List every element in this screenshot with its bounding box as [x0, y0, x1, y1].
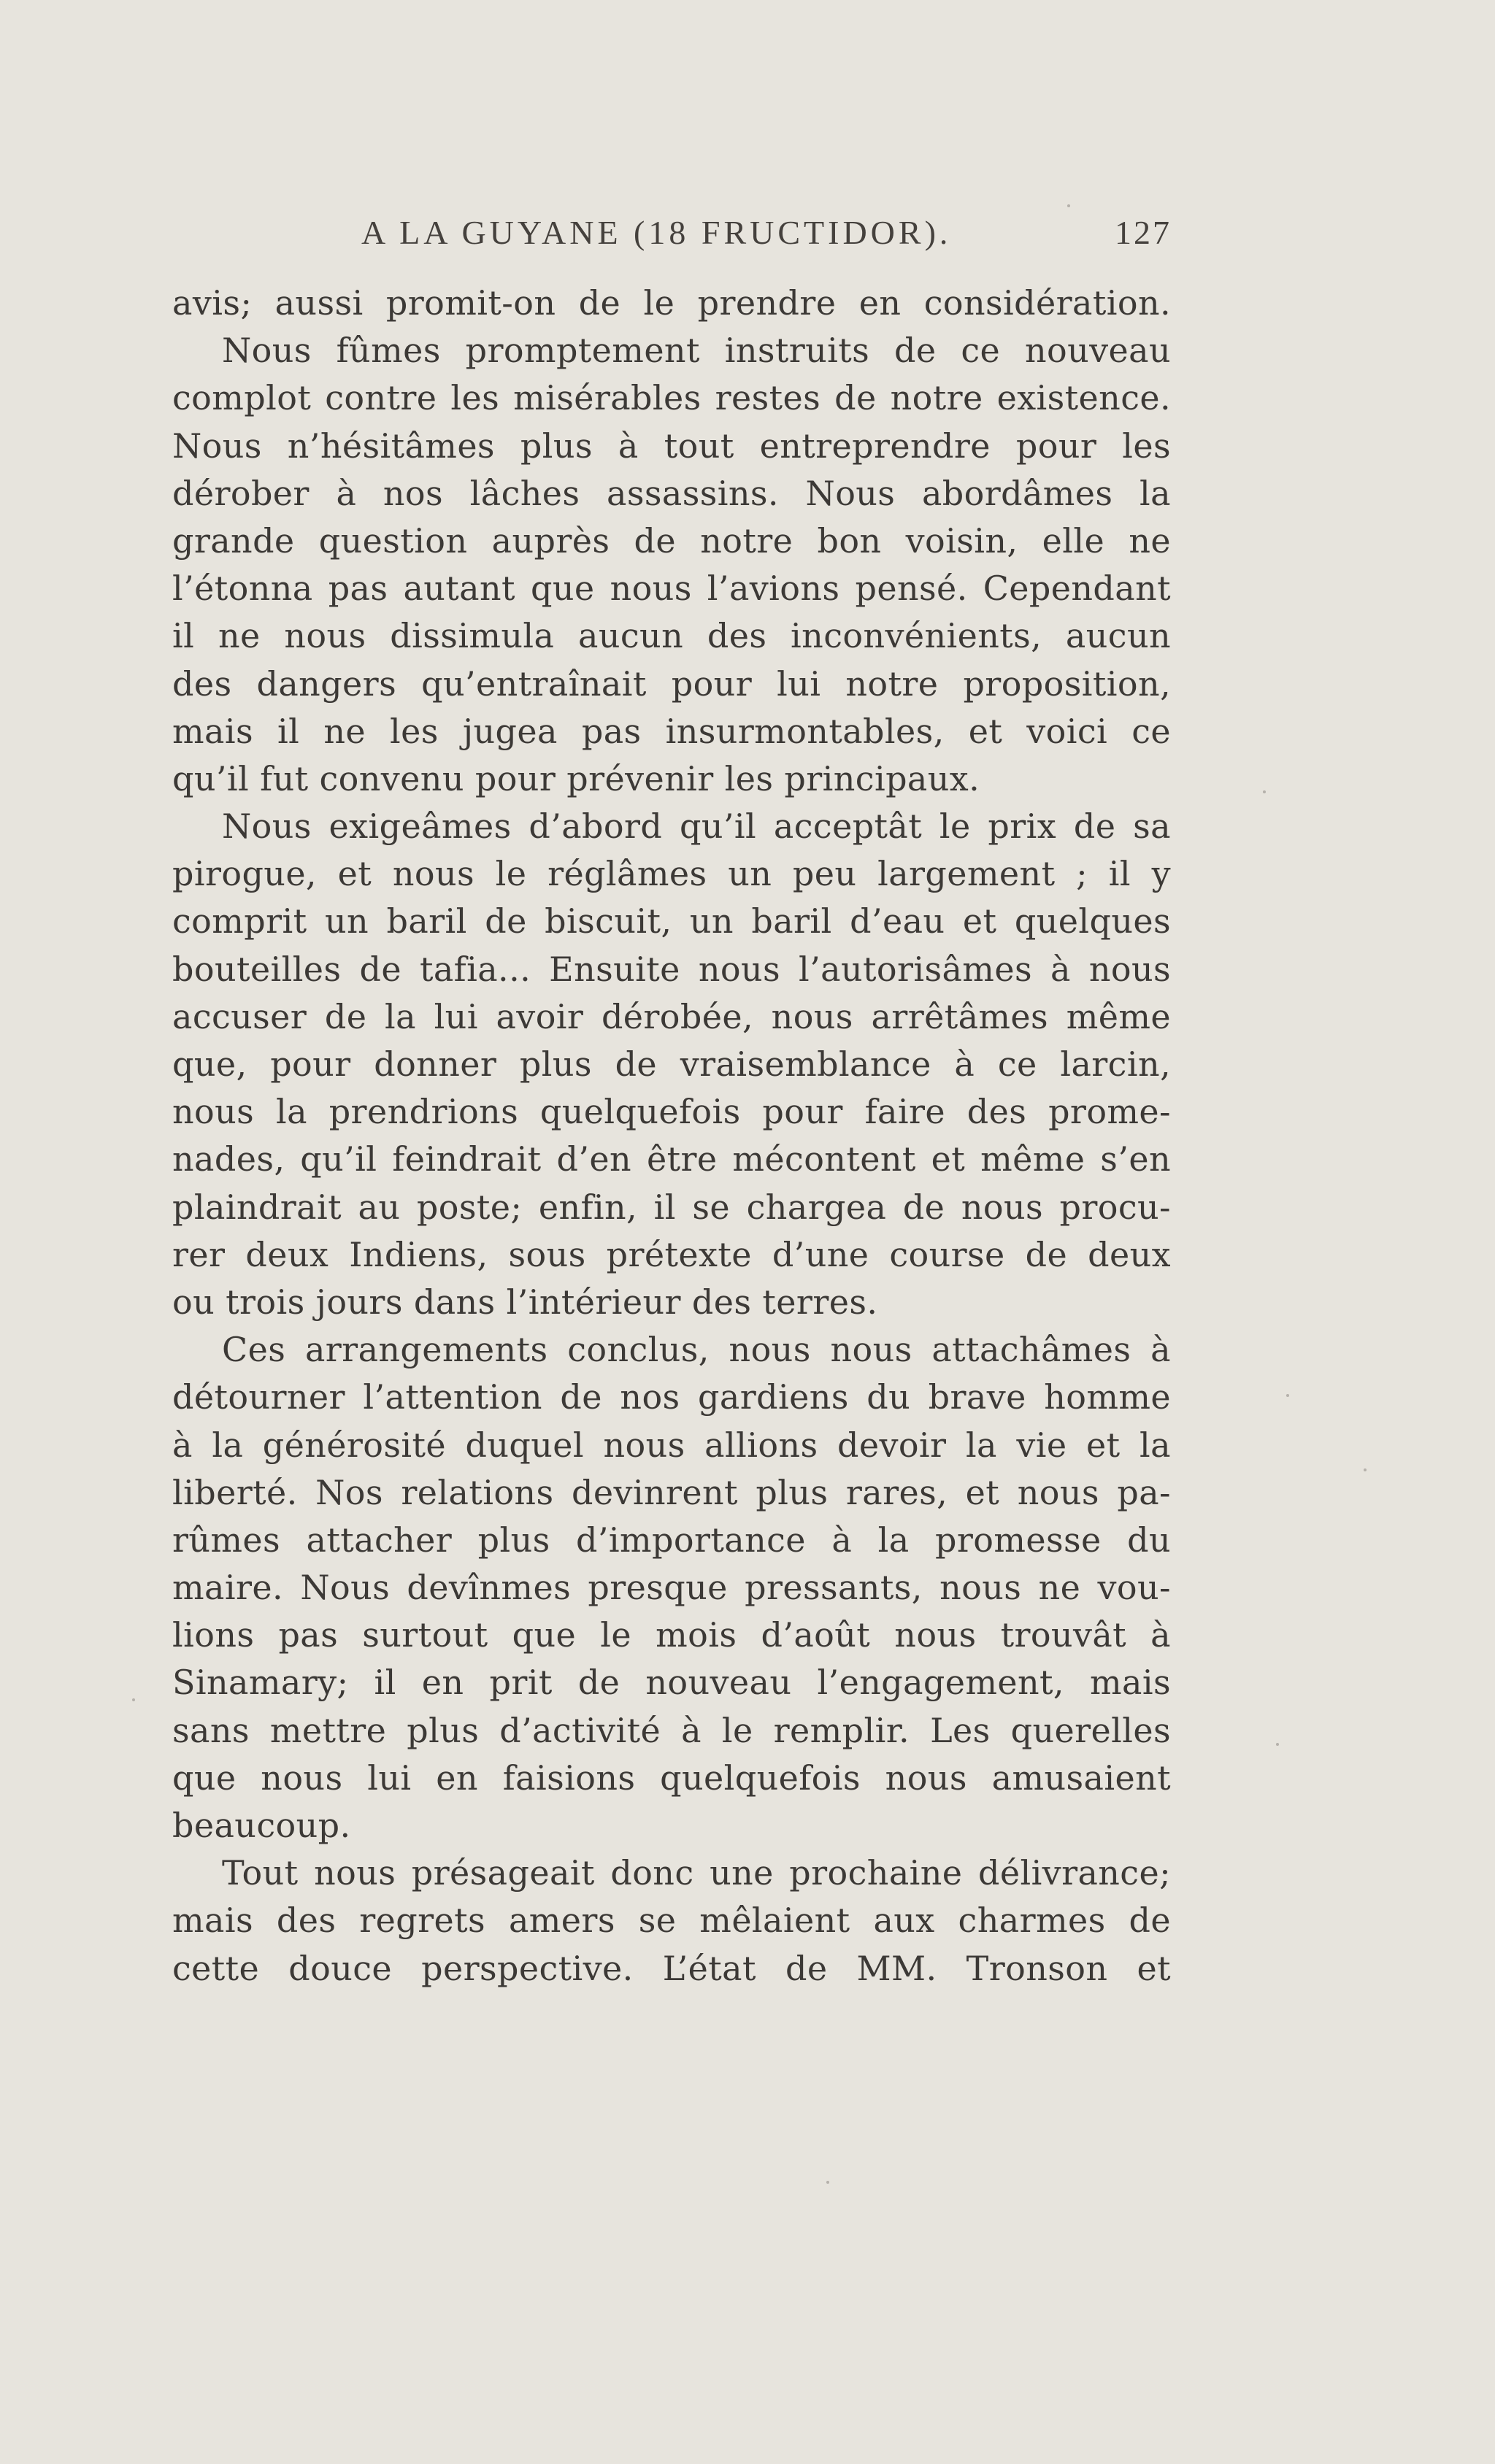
text-line: Ces arrangements conclus, nous nous attachâmes à — [222, 1330, 1171, 1370]
text-line: bouteilles de tafia... Ensuite nous l’autorisâmes à nous — [172, 949, 1171, 989]
text-line: accuser de la lui avoir dérobée, nous arrêtâmes même — [172, 996, 1171, 1036]
text-line: l’étonna pas autant que nous l’avions pensé. Cependant — [172, 569, 1171, 609]
text-line: Tout nous présageait donc une prochaine délivrance; — [222, 1853, 1171, 1893]
text-line: avis; aussi promit-on de le prendre en considération. — [172, 283, 1171, 323]
text-line: pirogue, et nous le réglâmes un peu largement ; il y — [172, 854, 1171, 894]
paper-speck — [1276, 1743, 1279, 1746]
text-line: Nous exigeâmes d’abord qu’il acceptât le prix de sa — [222, 806, 1171, 847]
text-line: il ne nous dissimula aucun des inconvénients, aucun — [172, 616, 1171, 656]
running-title: A LA GUYANE (18 FRUCTIDOR). — [361, 214, 952, 251]
text-line: dérober à nos lâches assassins. Nous abordâmes la — [172, 473, 1171, 513]
running-head — [361, 213, 1172, 257]
paper-speck — [1364, 1468, 1367, 1471]
paper-speck — [132, 1698, 135, 1701]
text-line: mais il ne les jugea pas insurmontables, et voici ce — [172, 711, 1171, 751]
text-line: cette douce perspective. L’état de MM. Tronson et — [172, 1948, 1171, 1988]
text-line: des dangers qu’entraînait pour lui notre proposition, — [172, 663, 1171, 704]
text-line: complot contre les misérables restes de notre existence. — [172, 378, 1171, 418]
text-line: maire. Nous devînmes presque pressants, nous ne vou- — [172, 1568, 1171, 1608]
text-line: détourner l’attention de nos gardiens du brave homme — [172, 1377, 1171, 1417]
text-line: plaindrait au poste; enfin, il se chargea de nous procu- — [172, 1187, 1171, 1227]
text-line: liberté. Nos relations devinrent plus rares, et nous pa- — [172, 1472, 1171, 1512]
text-line: à la générosité duquel nous allions devoir la vie et la — [172, 1425, 1171, 1465]
text-line: mais des regrets amers se mêlaient aux charmes de — [172, 1901, 1171, 1941]
page-number: 127 — [1115, 214, 1172, 251]
text-line: Nous n’hésitâmes plus à tout entreprendre pour les — [172, 426, 1171, 466]
paper-speck — [1067, 204, 1070, 207]
text-line: nous la prendrions quelquefois pour faire des prome- — [172, 1092, 1171, 1132]
text-line: rer deux Indiens, sous prétexte d’une course de deux — [172, 1234, 1171, 1274]
text-line: que nous lui en faisions quelquefois nous amusaient — [172, 1757, 1171, 1798]
text-line: Nous fûmes promptement instruits de ce nouveau — [222, 331, 1171, 371]
text-line: qu’il fut convenu pour prévenir les principaux. — [172, 758, 980, 798]
text-line: comprit un baril de biscuit, un baril d’eau et quelques — [172, 901, 1171, 942]
text-line: Sinamary; il en prit de nouveau l’engagement, mais — [172, 1663, 1171, 1703]
paper-speck — [1286, 1394, 1289, 1397]
text-line: lions pas surtout que le mois d’août nous trouvât à — [172, 1615, 1171, 1655]
text-line: nades, qu’il feindrait d’en être mécontent et même s’en — [172, 1139, 1171, 1179]
text-line: grande question auprès de notre bon voisin, elle ne — [172, 520, 1171, 561]
text-line: beaucoup. — [172, 1806, 351, 1845]
body-text — [172, 280, 1171, 1993]
paper-speck — [826, 2181, 829, 2184]
text-line: ou trois jours dans l’intérieur des terres. — [172, 1282, 878, 1322]
text-line: que, pour donner plus de vraisemblance à ce larcin, — [172, 1044, 1171, 1084]
text-line: rûmes attacher plus d’importance à la promesse du — [172, 1520, 1171, 1560]
paper-speck — [1263, 790, 1266, 793]
text-line: sans mettre plus d’activité à le remplir. Les querelles — [172, 1710, 1171, 1750]
